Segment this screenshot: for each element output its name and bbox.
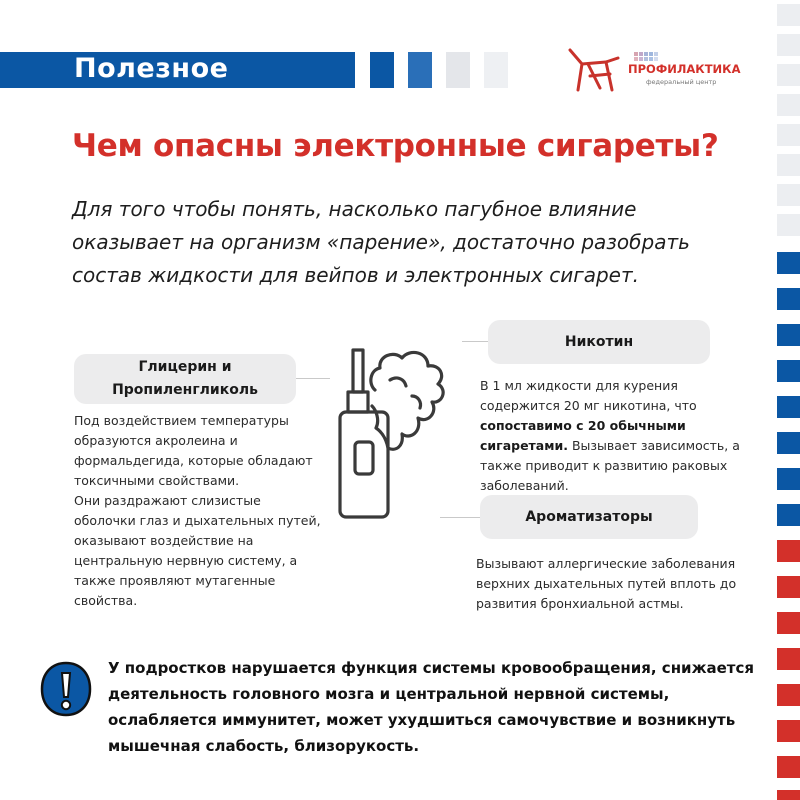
connector-line	[296, 378, 330, 379]
glycerin-label	[74, 354, 296, 404]
strip-square	[777, 184, 800, 206]
connector-line	[462, 341, 488, 342]
intro-text: Для того чтобы понять, насколько пагубное влияние оказывает на организм «парение», достаточно разобрать состав жидкости для вейпов и электронных сигарет.	[72, 197, 690, 287]
strip-square	[777, 124, 800, 146]
warning-icon	[40, 661, 92, 717]
strip-square	[777, 154, 800, 176]
strip-square	[777, 252, 800, 274]
strip-square	[777, 4, 800, 26]
strip-square	[777, 720, 800, 742]
strip-square	[777, 540, 800, 562]
e-cigarette-icon	[330, 340, 475, 525]
header-square	[408, 52, 432, 88]
flavors-text: Вызывают аллергические заболевания верхних дыхательных путей вплоть до развития бронхиальной астмы.	[476, 556, 737, 611]
section-title: Полезное	[74, 53, 229, 84]
nicotine-text-before: В 1 мл жидкости для курения содержится 20 мг никотина, что	[480, 378, 697, 413]
strip-square	[777, 504, 800, 526]
strip-square	[777, 648, 800, 670]
strip-square	[777, 756, 800, 778]
nicotine-label: Никотин	[488, 320, 710, 364]
glycerin-label-line1: Глицерин и	[138, 359, 232, 375]
strip-square	[777, 576, 800, 598]
logo-name: ПРОФИЛАКТИКА	[628, 62, 741, 76]
glycerin-text	[74, 411, 324, 611]
strip-square	[777, 790, 800, 800]
nicotine-text-after: Вызывает зависимость, а также приводит к развитию раковых заболеваний.	[480, 438, 740, 493]
strip-square	[777, 612, 800, 634]
nicotine-text-bold: сопоставимо с 20 обычными сигаретами.	[480, 418, 686, 453]
strip-square	[777, 324, 800, 346]
chair-icon	[570, 50, 618, 90]
strip-square	[777, 288, 800, 310]
header-square	[446, 52, 470, 88]
strip-square	[777, 94, 800, 116]
warning-text: У подростков нарушается функция системы кровообращения, снижается деятельность головного мозга и центральной нервной системы, ослабляется иммунитет, может ухудшиться самочувствие и возникнуть мышечная слабость, близорукость.	[108, 659, 755, 755]
header-square	[370, 52, 394, 88]
strip-square	[777, 396, 800, 418]
connector-line	[440, 517, 480, 518]
page-title: Чем опасны электронные сигареты?	[72, 128, 719, 164]
vapor-icon	[371, 352, 443, 449]
strip-square	[777, 684, 800, 706]
decorative-strip	[777, 0, 800, 800]
strip-square	[777, 360, 800, 382]
glycerin-text-part2: Они раздражают слизистые оболочки глаз и дыхательных путей, оказывают воздействие на центральную нервную систему, а также проявляют мутагенные свойства.	[74, 493, 321, 608]
glycerin-label-line2: Пропиленгликоль	[112, 382, 258, 398]
glycerin-text-part1: Под воздействием температуры образуются акролеина и формальдегида, которые обладают токсичными свойствами.	[74, 413, 313, 488]
strip-square	[777, 214, 800, 236]
strip-square	[777, 432, 800, 454]
logo-subtitle: федеральный центр	[646, 78, 717, 86]
strip-square	[777, 34, 800, 56]
strip-square	[777, 64, 800, 86]
flavors-label: Ароматизаторы	[480, 495, 698, 539]
nicotine-text	[480, 376, 755, 496]
strip-square	[777, 468, 800, 490]
dots-grid-icon	[634, 52, 658, 61]
header-square	[484, 52, 508, 88]
